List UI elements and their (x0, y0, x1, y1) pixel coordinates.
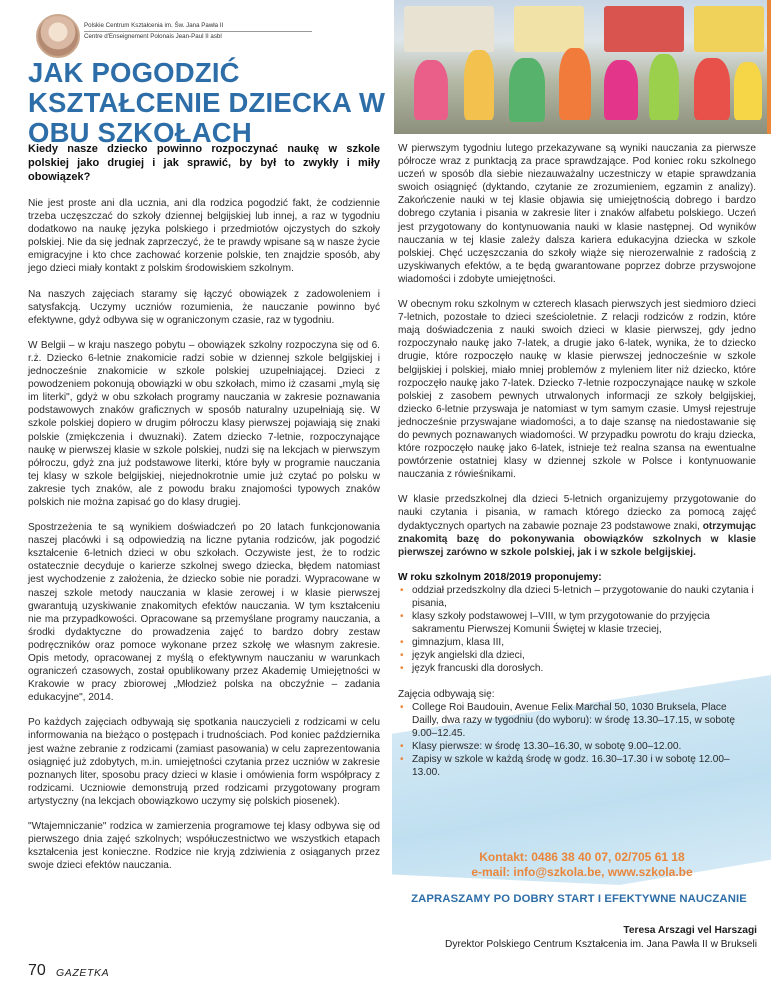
page-number: 70 (28, 962, 46, 979)
paragraph: Spostrzeżenia te są wynikiem doświadczeń po 20 latach funkcjonowania naszej placówki i są odpowiedzią na liczne pytania rodziców, jak pogodzić kształcenie 6-letnich dzieci w obu szkołach. Oczywiste jest, że to rodzic ostatecznie decyduje o karierze szkolnej swego dziecka, błędem natomiast jest wychodzenie z założenia, że dziecko sobie nie poradzi. Wypracowane w naszej szkole metody nauczania w klasie zerowej i w klasie pierwszej gwarantują uzyskiwanie znakomitych efektów nauczania. W tym kształceniu nie ma przypadkowości. Opracowane są przemyślane programy nauczania, a środki dydaktyczne do prowadzenia zajęć to bardzo dobry zestaw podręczników oraz pomoce wykonane przez szkołę we własnym zakresie. Opis metody, opracowanej z myślą o efektywnym nauczaniu w warunkach ograniczeń czasowych, został opublikowany przez Akademię Umiejętności w Krakowie w pracy zbiorowej „Młodzież polska na obczyźnie – zadania edukacyjne", 2014. (28, 522, 380, 704)
signature-name: Teresa Arszagi vel Harszagi (623, 925, 757, 936)
photo-tent (694, 6, 764, 52)
photo-tent (604, 6, 684, 52)
paragraph (398, 493, 756, 558)
org-divider (84, 31, 312, 32)
photo-child (464, 50, 494, 120)
photo-child (509, 58, 545, 122)
paragraph: W Belgii – w kraju naszego pobytu – obowiązek szkolny rozpoczyna się od 6. r.ż. Dziecko 6-letnie znakomicie radzi sobie w dziennej szkole belgijskiej i jednocześnie znakomicie w szkole polskiej uzupełniającej. Dzieci z powodzeniem pokonują obowiązki w obu szkołach, mimo iż czasami „mylą się im literki", gdyż w obu szkołach programy nauczania w zakresie poznawania podstawowych znaków graficznych w sposób naturalny uzupełniają się. W szkole polskiej dopiero w drugim półroczu klasy pierwszej pojawiają się znaki polskie (zmiękczenia i dwuznaki). Zatem dziecko 7-letnie, rozpoczynające naukę w pierwszej klasie w szkole polskiej, nudzi się na lekcjach w pierwszym półroczu, gdyż zna już podstawowe literki, które były w programie nauczania tej klasy w szkole belgijskiej, niejednokrotnie umie już czytać po polsku w zakresie tych znaków, ale z powodu braku znajomości typowych znaków polskich nie można zapisać go do klasy drugiej. (28, 339, 380, 508)
paragraph: "Wtajemniczanie" rodzica w zamierzenia programowe tej klasy odbywa się od pierwszego dnia zajęć szkolnych; współuczestnictwo we wszystkich etapach kształcenia jest konieczne. Rodzice nie kryją zdziwienia z osiąganych przez swoje dzieci efektów nauczania. (28, 821, 380, 872)
orange-accent-bar (767, 0, 771, 134)
list-item: • język angielski dla dzieci, (398, 649, 756, 662)
list-item: • gimnazjum, klasa III, (398, 636, 756, 649)
preschool-text: W klasie przedszkolnej dla dzieci 5-letnich organizujemy przygotowanie do nauki czytania i pisania, w ramach którego dziecko za pomocą zajęć dydaktycznych opartych na zabawie poznaje 23 podstawowe znaki, (398, 494, 756, 532)
left-column (28, 142, 380, 872)
org-name-polish: Polskie Centrum Kształcenia im. Św. Jana Pawła II (84, 22, 224, 29)
header-photo-children-dancing (394, 0, 771, 134)
contact-phone[interactable]: Kontakt: 0486 38 40 07, 02/705 61 18 (479, 850, 685, 864)
photo-tent (404, 6, 494, 52)
paragraph: W obecnym roku szkolnym w czterech klasach pierwszych jest siedmioro dzieci 7-letnich, pozostałe to dzieci sześcioletnie. Z relacji rodziców z rodzin, które mają doświadczenia z nauki swoich dzieci w klasie pierwszej, gdy jedno rozpoczynało naukę jako 7-latek, a drugie jako 6-latek, wynika, że to dziecko drugie, które rozpoczęło naukę w klasie pierwszej jednocześnie w szkole belgijskiej i polskiej, miało mniej problemów z myleniem liter niż dziecko, które rozpoczęło naukę jako 7-latek. Dziecko 7-letnie rozpoczynające naukę w szkole polskiej z zasobem pewnych utrwalonych informacji ze szkoły belgijskiej, dziecko 6-letnie przyswaja je natomiast w tym samym czasie. Umysł rejestruje jednocześnie przyswajane wiadomości, a to daje szansę na niedostawanie się do pewnych poznawanych wiadomości. W przypadku powrotu do kraju dziecka, które rozpoczęło naukę jako 6-latek, istnieje też realna szansa na ewentualne powtórzenie ostatniej klasy w dziennej szkole w Polsce i kontynuowanie nauczania z rówieśnikami. (398, 299, 756, 481)
photo-child (604, 60, 638, 120)
article-title: JAK POGODZIĆ KSZTAŁCENIE DZIECKA W OBU SZKOŁACH (28, 57, 386, 148)
publication-name: GAZETKA (56, 967, 110, 979)
contact-block (400, 850, 764, 880)
paragraph: Po każdych zajęciach odbywają się spotkania nauczycieli z rodzicami w celu informowania na bieżąco o postępach i trudnościach. Pod koniec października jest ważne zebranie z rodzicami (zamiast pasowania) w celu zaprezentowania osiągnięć już zdobytych, m.in. umiejętności czytania przez uczniów w zakresie poznanych liter, sposobu pracy dzieci w klasie i omówienia form współpracy z rodzicami. Uczniowie demonstrują przed rodzicami przygotowany program artystyczny (na lekcjach obowiązkowo uczymy się polskich piosenek). (28, 717, 380, 807)
classes-list (398, 701, 756, 780)
list-item: • oddział przedszkolny dla dzieci 5-letnich – przygotowanie do nauki czytania i pisania, (398, 584, 756, 610)
list-item: • Zapisy w szkole w każdą środę w godz. 16.30–17.30 i w sobotę 12.00–13.00. (398, 753, 756, 779)
photo-child (559, 48, 591, 120)
paragraph: Nie jest proste ani dla ucznia, ani dla rodzica pogodzić fakt, że codziennie trzeba uczęszczać do szkoły dziennej belgijskiej lub innej, a raz w tygodniu dodatkowo na naukę języka polskiego i przedmiotów ojczystych do szkoły polskiej. Nie da się jednak zaprzeczyć, że te prawdy wpisane są w nasze życie emigracyjne i kto chce zachować korzenie polskie, ten znajdzie sposób, aby jego dzieci miały kontakt z polskim środowiskiem szkolnym. (28, 198, 380, 275)
offer-list (398, 584, 756, 676)
call-to-action: ZAPRASZAMY PO DOBRY START I EFEKTYWNE NAUCZANIE (411, 893, 747, 905)
list-item: • College Roi Baudouin, Avenue Felix Marchal 50, 1030 Bruksela, Place Dailly, dwa razy w tygodniu (do wyboru): w środę 13.30–17.15, w sobotę 9.00–12.45. (398, 701, 756, 740)
right-column (398, 142, 756, 779)
signature-role: Dyrektor Polskiego Centrum Kształcenia im. Jana Pawła II w Brukseli (445, 939, 757, 950)
paragraph: W pierwszym tygodniu lutego przekazywane są wyniki nauczania za pierwsze półrocze wraz z punktacją za prace sprawdzające. Pod koniec roku szkolnego uczeń w sposób dla siebie niezauważalny uczestniczy w etapie sprawdzania swoich osiągnięć (dyktando, czytanie ze zrozumieniem, egzamin z analizy). Zakończenie nauki w tej klasie objawia się umiejętnością dobrego i bardzo dobrego czytania i pisania w zakresie liter i znaków alfabetu polskiego. Uczeń jest przygotowany do kontynuowania nauki w klasie następnej. Od wyników nauczania w tej klasie zależy dalsza kariera edukacyjna dziecka w szkole polskiej. Chęć uczęszczania do szkoły wiąże się nierozerwalnie z radością z uzyskiwanych efektów, a te będą gwarantowane poprzez dobrze przyswojone wiadomości i zdobyte umiejętności. (398, 143, 756, 285)
paragraph: Na naszych zajęciach staramy się łączyć obowiązek z zadowoleniem i satysfakcją. Uczymy uczniów rozumienia, że nauczanie powinno być efektywne, gdyż odbywa się w ograniczonym czasie, raz w tygodniu. (28, 288, 380, 326)
list-item: • klasy szkoły podstawowej I–VIII, w tym przygotowanie do przyjęcia sakramentu Pierwszej Komunii Świętej w klasie trzeciej, (398, 610, 756, 636)
contact-email-web[interactable]: e-mail: info@szkola.be, www.szkola.be (471, 865, 693, 879)
photo-child (694, 58, 730, 120)
photo-child (649, 54, 679, 120)
list-item: • Klasy pierwsze: w środę 13.30–16.30, w sobotę 9.00–12.00. (398, 740, 756, 753)
photo-child (414, 60, 448, 120)
photo-tent (514, 6, 584, 52)
classes-heading: Zajęcia odbywają się: (398, 688, 495, 700)
portrait-logo (36, 14, 80, 58)
offer-heading: W roku szkolnym 2018/2019 proponujemy: (398, 571, 602, 583)
photo-child (734, 62, 762, 120)
lead-question: Kiedy nasze dziecko powinno rozpoczynać naukę w szkole polskiej jako drugiej i jak sprawić, by był to zwykły i miły obowiązek? (28, 143, 380, 183)
preschool-text-bold: otrzymując znakomitą bazę do pokonywania obowiązków szkolnych w klasie pierwszej zarówno w szkole polskiej, jak i w szkole belgijskiej. (398, 520, 756, 558)
org-name-french: Centre d'Enseignement Polonais Jean-Paul II asbl (84, 33, 222, 40)
header-area (0, 0, 390, 148)
list-item: • język francuski dla dorosłych. (398, 662, 756, 675)
